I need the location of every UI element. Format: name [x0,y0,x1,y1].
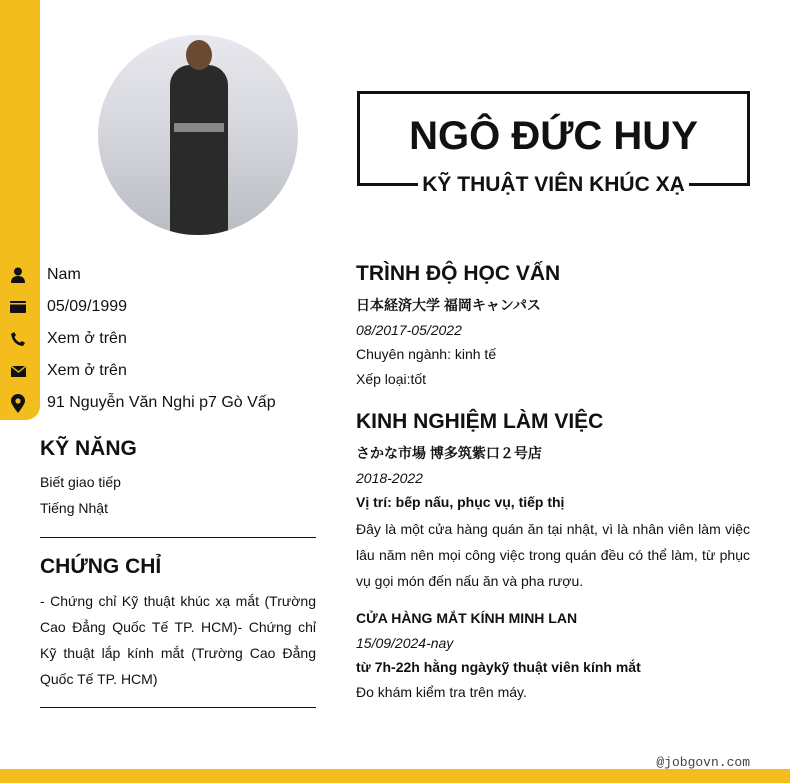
education-section [356,293,750,391]
profile-photo [98,35,298,235]
skills-list [40,469,316,521]
contact-address [0,387,276,419]
contact-text: 05/09/1999 [47,298,128,315]
location-icon [0,394,36,413]
education-period: 08/2017-05/2022 [356,321,462,338]
job-entry [356,606,750,704]
candidate-role [357,173,750,197]
contact-gender [0,259,276,291]
job-entry [356,441,750,594]
bottom-accent-bar [0,769,790,783]
contact-info [0,259,276,419]
education-major: Chuyên ngành: kinh tế [356,346,497,362]
contact-birthday [0,291,276,323]
job-description: Đo khám kiểm tra trên máy. [356,683,527,700]
skill-item: Tiếng Nhật [40,500,108,516]
candidate-name: NGÔ ĐỨC HUY [409,114,698,158]
job-company: さかな市場 博多筑紫口２号店 [356,445,542,461]
education-heading: TRÌNH ĐỘ HỌC VẤN [356,262,561,285]
skill-item: Biết giao tiếp [40,474,121,490]
experience-heading: KINH NGHIỆM LÀM VIỆC [356,410,604,433]
contact-text: Xem ở trên [47,362,127,379]
skills-heading: KỸ NĂNG [40,437,137,460]
divider [40,707,316,708]
role-text: KỸ THUẬT VIÊN KHÚC XẠ [418,173,689,196]
contact-email [0,355,276,387]
divider [40,537,316,538]
certificates-heading: CHỨNG CHỈ [40,555,162,578]
contact-text: Xem ở trên [47,330,127,347]
contact-text: 91 Nguyễn Văn Nghi p7 Gò Vấp [47,394,276,411]
contact-phone [0,323,276,355]
school-name: 日本経済大学 福岡キャンパス [356,297,541,313]
job-company: CỬA HÀNG MẮT KÍNH MINH LAN [356,610,578,626]
job-description: Đây là một cửa hàng quán ăn tại nhật, vì là nhân viên làm việc lâu năm nên mọi công việc trong quán đều có thể làm, từ phục vụ gọi món đến nấu ăn và pha rượu. [356,520,750,589]
email-icon [0,366,36,377]
person-icon [0,267,36,283]
education-grade: Xếp loại:tốt [356,370,427,387]
job-position: từ 7h-22h hằng ngàykỹ thuật viên kính mắt [356,659,641,675]
job-period: 2018-2022 [356,469,423,486]
certificates-text: - Chứng chỉ Kỹ thuật khúc xạ mắt (Trường Cao Đẳng Quốc Tế TP. HCM)- Chứng chỉ Kỹ thuật lắp kính mắt (Trường Cao Đẳng Quốc Tế TP. HCM) [40,593,316,687]
contact-text: Nam [47,266,81,283]
job-period: 15/09/2024-nay [356,634,454,651]
footer-watermark: @jobgovn.com [656,755,750,770]
job-position: Vị trí: bếp nấu, phục vụ, tiếp thị [356,494,565,510]
phone-icon [0,332,36,346]
calendar-icon [0,301,36,313]
